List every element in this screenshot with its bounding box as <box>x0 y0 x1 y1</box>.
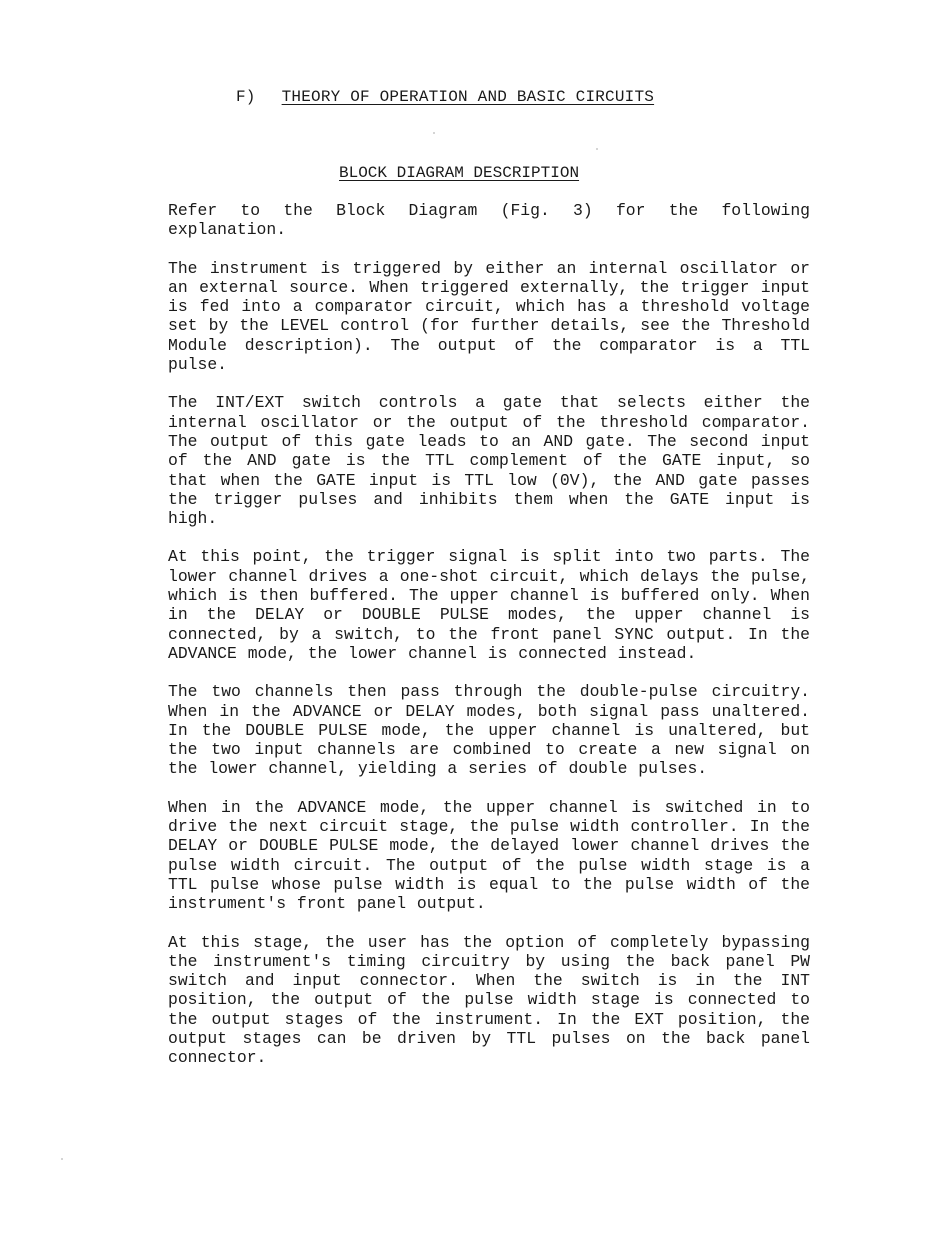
paragraph-bypass: At this stage, the user has the option of completely bypassing the instrument's timing circuitry by using the back panel PW switch and input connector. When the switch is in the INT position, the output of the pulse width stage is connected to the output stages of the instrument. In the EXT position, the output stages can be driven by TTL pulses on the back panel connector. <box>168 932 810 1068</box>
scan-speck <box>61 1158 63 1160</box>
paragraph-intro: Refer to the Block Diagram (Fig. 3) for the following explanation. <box>168 201 810 240</box>
section-number: F) <box>236 88 256 106</box>
paragraph-trigger: The instrument is triggered by either an internal oscillator or an external source. When triggered externally, the trigger input is fed into a comparator circuit, which has a threshold voltage set by the LEVEL control (for further details, see the Threshold Module description). The output of the comparator is a TTL pulse. <box>168 258 810 375</box>
paragraph-pulse-width: When in the ADVANCE mode, the upper channel is switched in to drive the next circuit stage, the pulse width controller. In the DELAY or DOUBLE PULSE mode, the delayed lower channel drives the pulse width circuit. The output of the pulse width stage is a TTL pulse whose pulse width is equal to the pulse width of the instrument's front panel output. <box>168 797 810 914</box>
paragraph-int-ext-switch: The INT/EXT switch controls a gate that selects either the internal oscillator or the output of the threshold comparator. The output of this gate leads to an AND gate. The second input of the AND gate is the TTL complement of the GATE input, so that when the GATE input is TTL low (0V), the AND gate passes the trigger pulses and inhibits them when the GATE input is high. <box>168 393 810 529</box>
section-heading <box>236 88 654 106</box>
scan-speck <box>433 132 435 134</box>
paragraph-channel-split: At this point, the trigger signal is split into two parts. The lower channel drives a one-shot circuit, which delays the pulse, which is then buffered. The upper channel is buffered only. When in the DELAY or DOUBLE PULSE modes, the upper channel is connected, by a switch, to the front panel SYNC output. In the ADVANCE mode, the lower channel is connected instead. <box>168 547 810 663</box>
scan-speck <box>596 148 598 150</box>
body-text <box>168 201 810 1087</box>
section-title: THEORY OF OPERATION AND BASIC CIRCUITS <box>281 88 655 106</box>
subsection-title: BLOCK DIAGRAM DESCRIPTION <box>339 164 580 182</box>
paragraph-double-pulse: The two channels then pass through the double-pulse circuitry. When in the ADVANCE or DELAY modes, both signal pass unaltered. In the DOUBLE PULSE mode, the upper channel is unaltered, but the two input channels are combined to create a new signal on the lower channel, yielding a series of double pulses. <box>168 682 810 779</box>
